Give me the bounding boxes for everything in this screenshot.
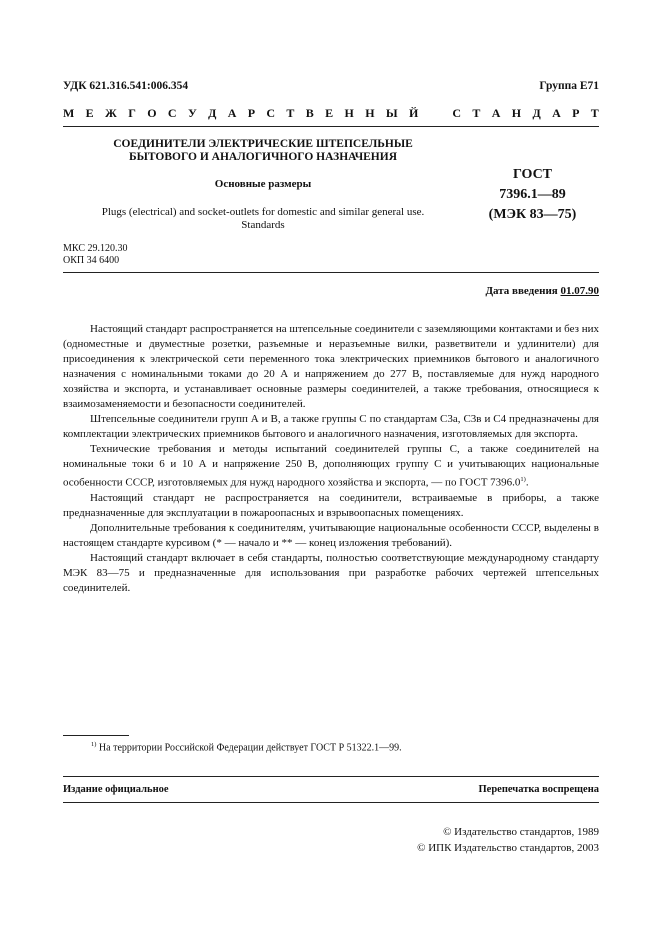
- codes-divider: [63, 272, 599, 273]
- banner-letter: Т: [286, 106, 295, 120]
- paragraph-4: Настоящий стандарт не распространяется на соединители, встраиваемые в приборы, а также предназначенные для эксплуатации в пожароопасных и взрывоопасных помещениях.: [63, 491, 599, 519]
- footer-divider: [63, 776, 599, 777]
- official-edition: Издание официальное: [63, 784, 169, 795]
- classification-codes: [63, 243, 127, 267]
- banner-letter: А: [227, 106, 237, 120]
- banner-letter: Е: [325, 106, 334, 120]
- paragraph-3-end: .: [525, 476, 529, 489]
- footnote: [91, 741, 402, 753]
- effective-date: [485, 285, 599, 297]
- reprint-prohibited: Перепечатка воспрещена: [478, 784, 599, 795]
- header-divider: [63, 126, 599, 127]
- effective-date-label: Дата введения: [485, 285, 558, 297]
- banner-letter: Т: [472, 106, 481, 120]
- banner-letter: С: [452, 106, 462, 120]
- banner-letter: Н: [511, 106, 522, 120]
- document-body: [63, 322, 599, 596]
- banner-letter: А: [552, 106, 561, 120]
- banner-letter: С: [266, 106, 276, 120]
- banner-letter: Н: [344, 106, 354, 120]
- banner-letter: Г: [128, 106, 136, 120]
- gost-line-1: ГОСТ: [512, 167, 553, 182]
- copyright-line-2: © ИПК Издательство стандартов, 2003: [417, 842, 599, 854]
- copyright-line-1: © Издательство стандартов, 1989: [443, 826, 599, 838]
- banner-letter: Д: [532, 106, 541, 120]
- banner-letter: Ы: [385, 106, 398, 120]
- banner-letter: У: [187, 106, 197, 120]
- paragraph-3: [63, 442, 599, 491]
- banner-letter: Т: [590, 106, 599, 120]
- gost-line-3: (МЭК 83—75): [488, 207, 577, 222]
- footnote-text: На территории Российской Федерации действует ГОСТ Р 51322.1—99.: [96, 742, 402, 754]
- gost-line-2: 7396.1—89: [499, 187, 566, 202]
- banner-letter: В: [305, 106, 314, 120]
- english-title-line-2: Standards: [241, 219, 285, 231]
- title-line-2: БЫТОВОГО И АНАЛОГИЧНОГО НАЗНАЧЕНИЯ: [129, 151, 397, 163]
- paragraph-3-text: Технические требования и методы испытаний соединителей группы С, а также соединителей на номинальные токи 6 и 10 А и напряжение 250 В, дополняющих группу С и учитывающих национальные особенности СССР, изготовляемых для нужд народного хозяйства и экспорта, — по ГОСТ 7396.0: [63, 443, 599, 489]
- document-title: [63, 138, 463, 164]
- paragraph-1: Настоящий стандарт распространяется на штепсельные соединители с заземляющими контактами и без них (одноместные и двуместные розетки, разъемные и неразъемные вилки, разветвители и удлинители) для присоединения к электрической сети переменного тока электрических приемников бытового и аналогичного назначения с номинальными токами до 20 А и напряжением до 277 В, поставляемые для нужд народного хозяйства и экспорта, и устанавливает основные размеры соединителей, а также требования, относящиеся к взаимозаменяемости и безопасности соединителей.: [63, 323, 599, 410]
- title-line-1: СОЕДИНИТЕЛИ ЭЛЕКТРИЧЕСКИЕ ШТЕПСЕЛЬНЫЕ: [113, 138, 413, 150]
- paragraph-6: Настоящий стандарт включает в себя стандарты, полностью соответствующие международному стандарту МЭК 83—75 и предназначенные для использования при разработке рабочих чертежей штепсельных соединителей.: [63, 551, 599, 594]
- banner-letter: Р: [572, 106, 580, 120]
- banner-letter: Н: [365, 106, 375, 120]
- copyright-block: [417, 824, 599, 856]
- mks-code: МКС 29.120.30: [63, 243, 128, 254]
- udk-code: УДК 621.316.541:006.354: [63, 80, 189, 92]
- interstate-standard-banner: [63, 106, 599, 121]
- banner-letter: О: [147, 106, 157, 120]
- english-title: [63, 206, 463, 232]
- paragraph-2: Штепсельные соединители групп А и В, а также группы С по стандартам С3а, С3в и С4 предназначены для комплектации электрических приемников бытового и аналогичного назначения, изготовляемых для экспорта.: [63, 413, 599, 440]
- banner-letter: Й: [409, 106, 419, 120]
- gost-designation: [470, 165, 595, 225]
- banner-letter: С: [167, 106, 177, 120]
- document-subtitle: Основные размеры: [214, 178, 312, 190]
- footnote-divider: [63, 735, 129, 736]
- banner-letter: Д: [208, 106, 217, 120]
- okp-code: ОКП 34 6400: [63, 255, 120, 266]
- banner-letter: Р: [247, 106, 256, 120]
- banner-letter: А: [491, 106, 501, 120]
- banner-letter: Ж: [105, 106, 117, 120]
- banner-letter: Е: [85, 106, 94, 120]
- effective-date-value: 01.07.90: [560, 285, 599, 297]
- footnote-reference[interactable]: 1): [520, 476, 526, 483]
- english-title-line-1: Plugs (electrical) and socket-outlets for domestic and similar general use.: [101, 206, 425, 218]
- footer-bottom-divider: [63, 802, 599, 803]
- banner-letter: М: [63, 106, 75, 120]
- group-code: Группа Е71: [539, 80, 599, 92]
- footnote-mark: 1): [91, 741, 97, 748]
- paragraph-5: Дополнительные требования к соединителям, учитывающие национальные особенности СССР, выделены в настоящем стандарте курсивом (* — начало и ** — конец изложения требований).: [63, 521, 599, 549]
